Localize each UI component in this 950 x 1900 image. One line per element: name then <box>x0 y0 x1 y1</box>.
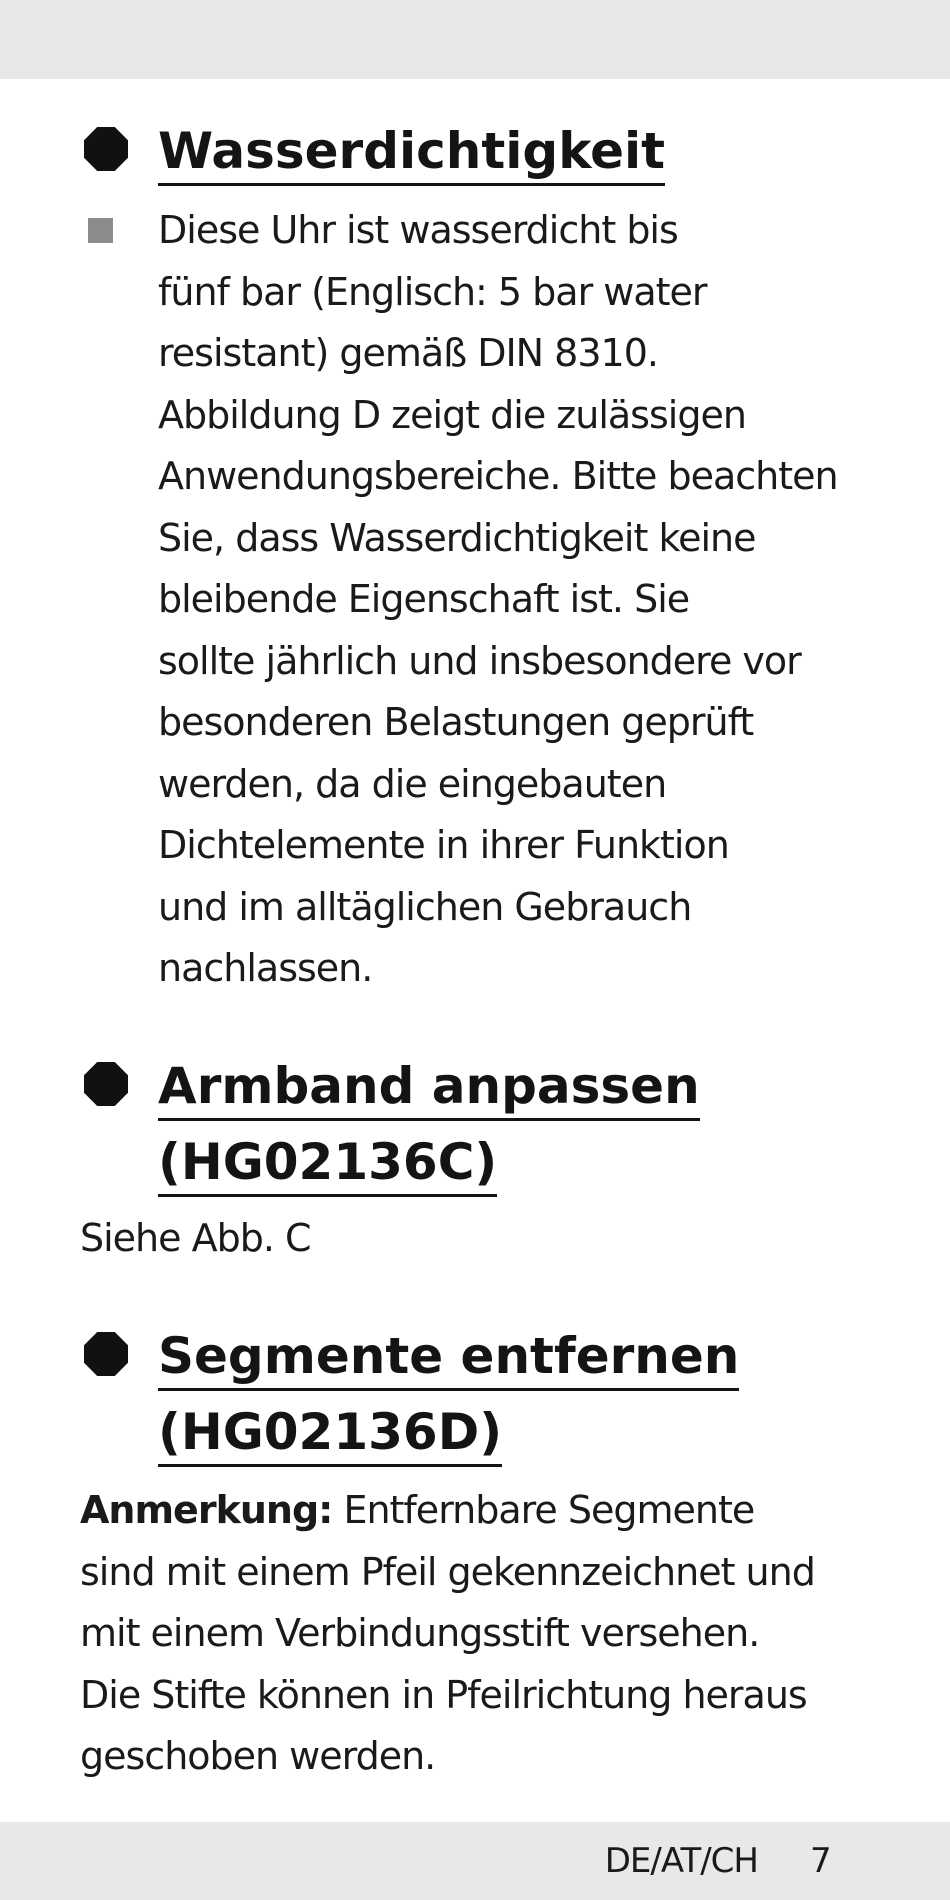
body-line: mit einem Verbindungsstift versehen. <box>80 1611 760 1655</box>
body-line: bleibende Eigenschaft ist. Sie <box>158 577 690 621</box>
octagon-bullet-icon <box>84 127 128 171</box>
body-line: Diese Uhr ist wasserdicht bis <box>158 208 678 252</box>
body-line: resistant) gemäß DIN 8310. <box>158 331 658 375</box>
square-bullet-icon <box>88 218 113 243</box>
body-line: sind mit einem Pfeil gekennzeichnet und <box>80 1549 815 1594</box>
body-line: Die Stifte können in Pfeilrichtung heraus <box>80 1672 807 1717</box>
footer-bar <box>0 1822 950 1900</box>
page-number: 7 <box>810 1841 832 1881</box>
body-line: fünf bar (Englisch: 5 bar water <box>158 269 707 314</box>
body-line: sollte jährlich und insbesondere vor <box>158 638 801 683</box>
section-heading-wasserdichtigkeit: Wasserdichtigkeit <box>158 113 665 189</box>
body-line: Anwendungsbereiche. Bitte beachten <box>158 454 838 498</box>
footer-region-label: DE/AT/CH <box>604 1841 758 1881</box>
section-body-wasserdichtigkeit <box>158 200 838 1000</box>
body-line: besonderen Belastungen geprüft <box>158 700 754 744</box>
body-line: Siehe Abb. C <box>80 1216 311 1260</box>
section-body-segmente-entfernen <box>80 1480 815 1788</box>
note-label: Anmerkung: <box>80 1488 333 1532</box>
body-line: werden, da die eingebauten <box>158 761 667 806</box>
body-line: Sie, dass Wasserdichtigkeit keine <box>158 515 756 560</box>
body-line: Dichtelemente in ihrer Funktion <box>158 823 729 867</box>
section-heading-segmente-entfernen: Segmente entfernen (HG02136D) <box>158 1318 739 1470</box>
body-line: nachlassen. <box>158 946 373 990</box>
body-line: geschoben werden. <box>80 1734 436 1778</box>
section-body-armband-anpassen <box>80 1208 311 1270</box>
section-heading-armband-anpassen: Armband anpassen (HG02136C) <box>158 1048 700 1200</box>
octagon-bullet-icon <box>84 1062 128 1106</box>
octagon-bullet-icon <box>84 1332 128 1376</box>
body-line <box>80 1480 815 1542</box>
body-line: Abbildung D zeigt die zulässigen <box>158 392 746 437</box>
body-line: und im alltäglichen Gebrauch <box>158 884 692 929</box>
top-margin-bar <box>0 0 950 79</box>
note-text: Entfernbare Segmente <box>332 1488 755 1532</box>
